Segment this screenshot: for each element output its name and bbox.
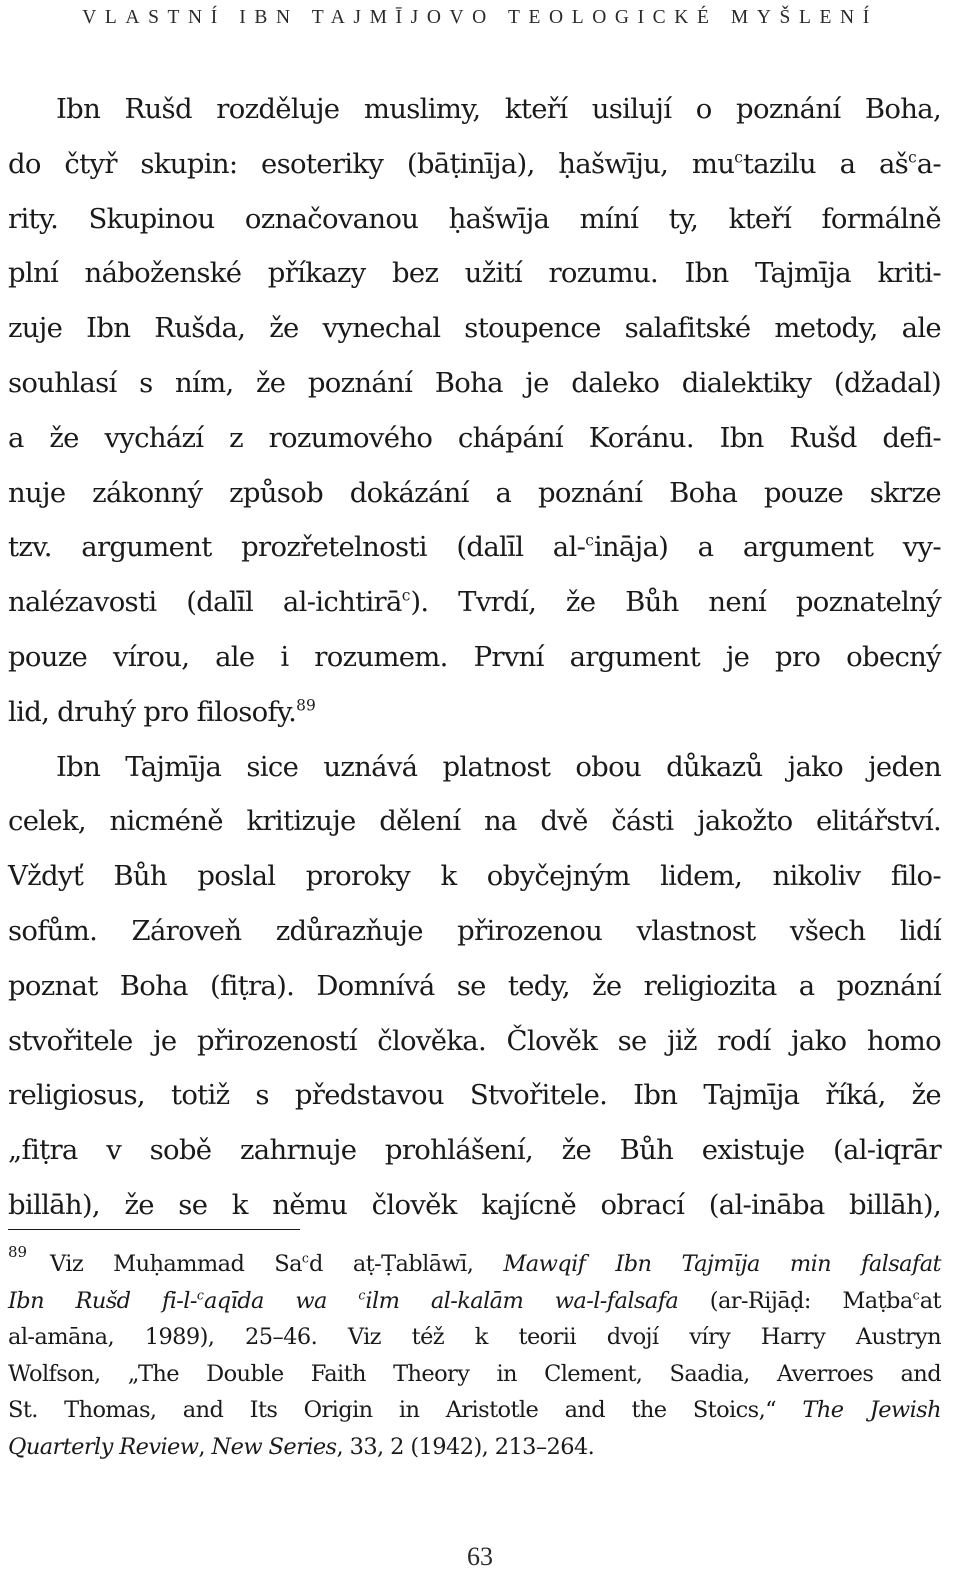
text-line: do čtyř skupin: esoteriky (bāṭinīja), ḥašwīju, $mu^ctazilu$ a $aš^ca-$ <box>8 147 941 180</box>
running-head: VLASTNÍ IBN TAJMĪJOVO TEOLOGICKÉ MYŠLENÍ <box>82 7 878 28</box>
text-line: lid, druhý pro filosofy.$^{89}$ <box>8 695 316 728</box>
text-line: billāh), že se k němu člověk kajícně obrací (al-ināba billāh), <box>8 1188 941 1221</box>
paragraph <box>8 82 941 740</box>
ain-superscript: c <box>401 586 411 605</box>
text-line: „fiṭra v sobě zahrnuje prohlášení, že Bůh existuje (al-iqrār <box>8 1134 941 1167</box>
footnote-line: al-amāna, 1989), 25–46. Viz též k teorii dvojí víry Harry Austryn <box>8 1324 941 1351</box>
ain-superscript: c <box>734 148 743 167</box>
text-line: plní náboženské příkazy bez užití rozumu. Ibn Tajmīja kriti- <box>8 257 941 290</box>
footnote-title: Mawqif Ibn Tajmīja min falsafat <box>503 1251 941 1277</box>
paragraph <box>8 740 941 1233</box>
ain-superscript: c <box>585 531 594 550</box>
text-line: pouze vírou, ale i rozumem. První argument je pro obecný <box>8 640 941 673</box>
text-line: stvořitele je přirozeností člověka. Člověk se již rodí jako homo <box>8 1024 941 1057</box>
footnote-line: St. Thomas, and Its Origin in Aristotle and the Stoics,“ The Jewish <box>8 1397 941 1424</box>
text-line: religiosus, totiž s představou Stvořitele. Ibn Tajmīja říká, že <box>8 1079 941 1112</box>
body-text <box>8 82 941 1233</box>
text-line: celek, nicméně kritizuje dělení na dvě části jakožto elitářství. <box>8 805 941 838</box>
text-line: tzv. argument prozřetelnosti (dalīl al-$^c$ināja) a argument vy- <box>8 531 941 564</box>
text-line: Vždyť Bůh poslal proroky k obyčejným lidem, nikoliv filo- <box>8 860 941 893</box>
footnote-line: Wolfson, „The Double Faith Theory in Clement, Saadia, Averroes and <box>8 1360 941 1387</box>
text-line: souhlasí s ním, že poznání Boha je daleko dialektiky (džadal) <box>8 366 941 399</box>
text-line: poznat Boha (fiṭra). Domnívá se tedy, že religiozita a poznání <box>8 969 941 1002</box>
ain-superscript: c <box>908 148 917 167</box>
text-line: nuje zákonný způsob dokázání a poznání Boha pouze skrze <box>8 476 941 509</box>
footnote-line: Viz Muḥammad Sa$^c$d aṭ-Ṭablāwī, Mawqif Ibn Tajmīja min falsafat <box>50 1250 941 1277</box>
text-line: a že vychází z rozumového chápání Koránu. Ibn Rušd defi- <box>8 421 941 454</box>
footnote-divider <box>8 1229 300 1230</box>
footnote-title: The Jewish <box>802 1397 941 1424</box>
text-line: rity. Skupinou označovanou ḥašwīja míní ty, kteří formálně <box>8 202 941 235</box>
text-line: Ibn Rušd rozděluje muslimy, kteří usilují o poznání Boha, <box>56 93 941 125</box>
page-number: 63 <box>467 1542 493 1571</box>
text-line: zuje Ibn Rušda, že vynechal stoupence salafitské metody, ale <box>8 312 941 345</box>
footnote-number: 89 <box>8 1243 28 1261</box>
text-line: sofům. Zároveň zdůrazňuje přirozenou vlastnost všech lidí <box>8 914 941 947</box>
text-line: nalézavosti (dalīl al-ichtirā$^c$). Tvrdí, že Bůh není poznatelný <box>8 586 942 619</box>
footnote <box>8 1243 941 1466</box>
footnote-line: Ibn Rušd fi-l-$^c$aqīda wa $^c$ilm al-kalām wa-l-falsafa (ar-Rijāḍ: Maṭba$^c$at <box>8 1287 941 1314</box>
text-line: Ibn Tajmīja sice uznává platnost obou důkazů jako jeden <box>56 750 941 783</box>
footnote-reference[interactable]: 89 <box>296 696 316 715</box>
footnote-line: Quarterly Review, New Series, 33, 2 (1942), 213–264. <box>8 1433 595 1460</box>
